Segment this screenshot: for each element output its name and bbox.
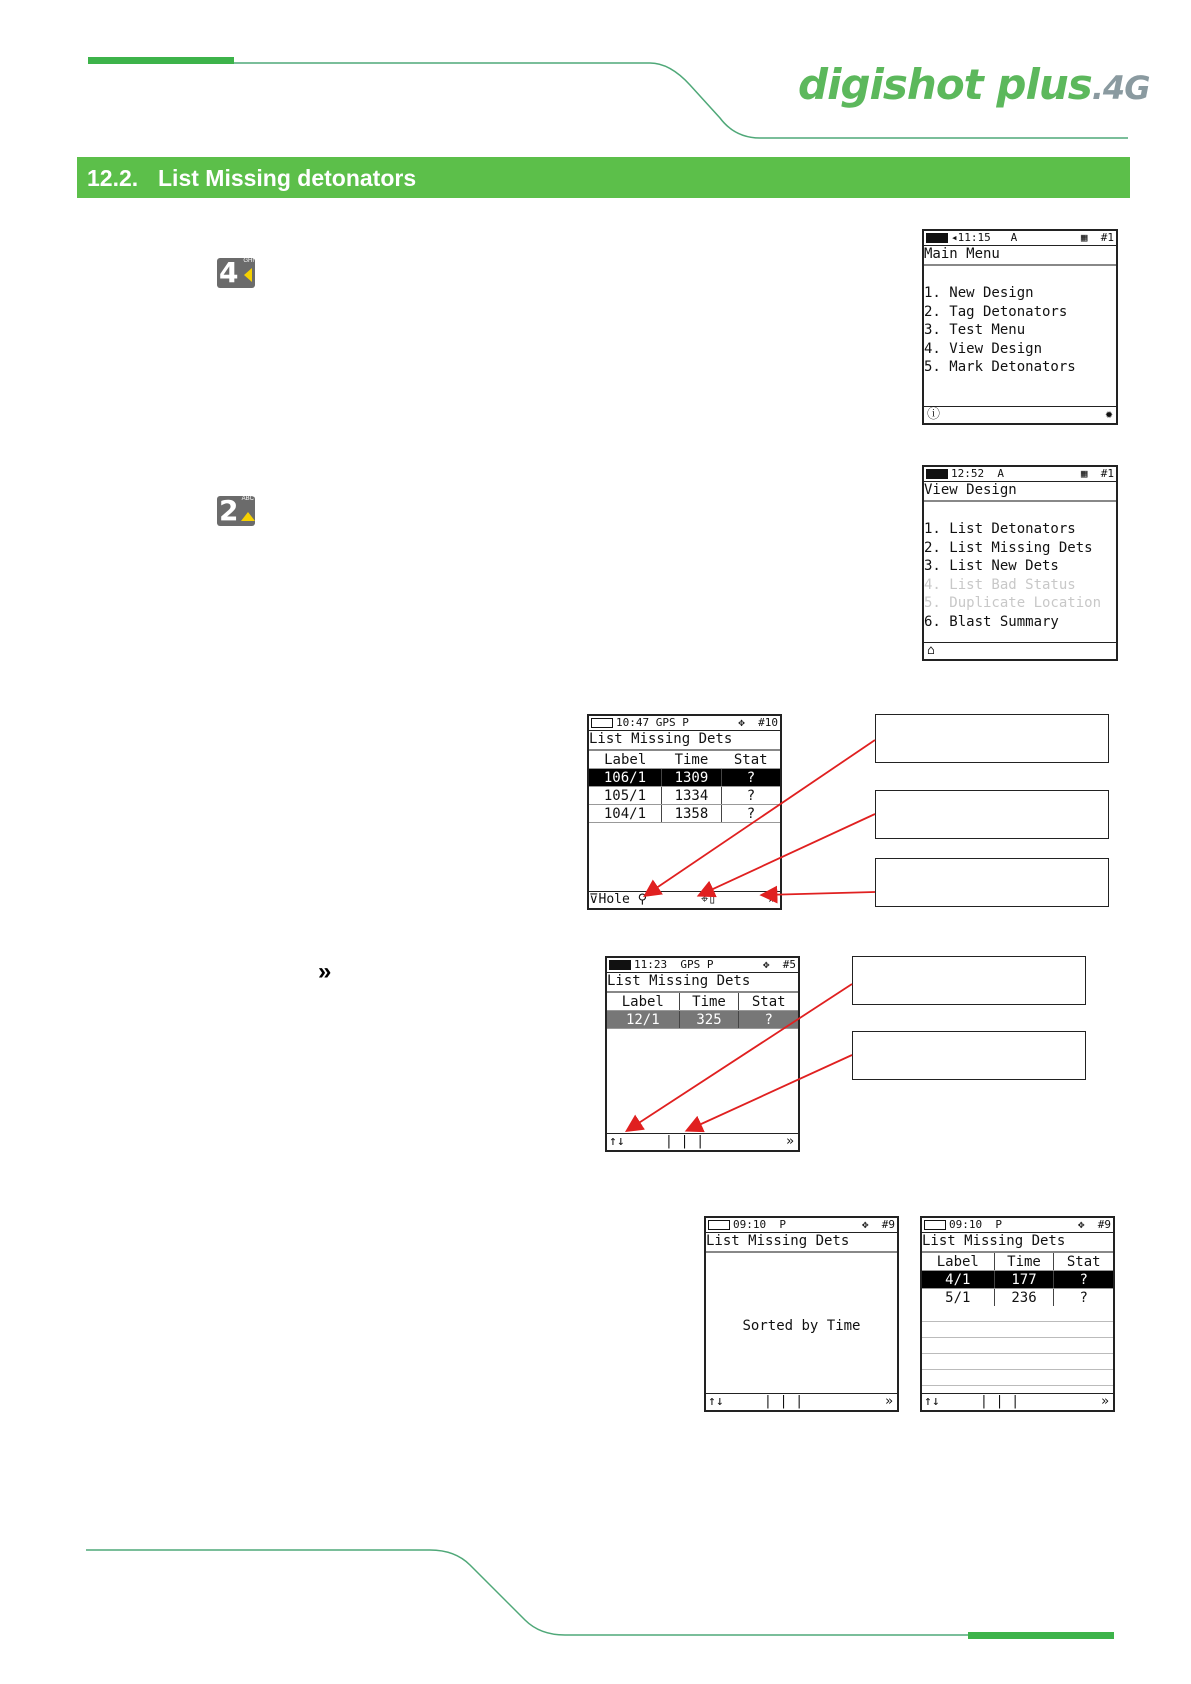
section-title: List Missing detonators: [158, 165, 417, 191]
arrow-filter: [646, 740, 875, 895]
menu-item-blast-summary[interactable]: 6. Blast Summary: [924, 613, 1059, 630]
cell-time: 177: [994, 1271, 1054, 1289]
status-time: 09:10: [733, 1218, 767, 1231]
menu-item-tag-detonators[interactable]: 2. Tag Detonators: [924, 303, 1068, 320]
locate-icon[interactable]: ⌖▯: [701, 892, 717, 907]
next-arrow-icon: »: [318, 958, 332, 985]
gear-icon[interactable]: ✹: [1105, 407, 1113, 422]
menu-item-duplicate-location: 5. Duplicate Location: [924, 595, 1102, 611]
status-time: 12:52: [951, 467, 985, 480]
status-box: #1: [1100, 231, 1114, 244]
sort-icon[interactable]: ↑↓: [708, 1394, 724, 1409]
cell-stat: ?: [721, 769, 780, 787]
column-header[interactable]: Stat: [721, 751, 780, 769]
move-icon: ✥: [1077, 1218, 1085, 1231]
cell-time: 1334: [661, 787, 721, 805]
status-mode: P: [995, 1218, 1002, 1231]
status-mode: A: [1010, 231, 1018, 244]
status-box: #9: [1097, 1218, 1111, 1231]
cell-time: 236: [994, 1289, 1054, 1307]
grid-icon: ▦: [1080, 467, 1088, 480]
cell-stat: ?: [1054, 1271, 1113, 1289]
menu-item-mark-detonators[interactable]: 5. Mark Detonators: [924, 359, 1076, 375]
key-letters: ABC: [241, 496, 254, 502]
menu-item-list-bad-status: 4. List Bad Status: [924, 576, 1076, 593]
cell-label: 12/1: [607, 1011, 679, 1029]
filter-hole-label[interactable]: Hole: [598, 892, 630, 907]
cell-label: 4/1: [922, 1271, 994, 1289]
logo-plus-text: plus: [996, 60, 1092, 109]
arrow-next: [763, 892, 875, 895]
sort-icon[interactable]: ↑↓: [609, 1134, 625, 1149]
logo-sub-text: .4G: [1091, 69, 1150, 107]
arrow-locate: [700, 814, 875, 895]
cell-time: 1358: [661, 805, 721, 823]
footer-decoration: [0, 1540, 1191, 1640]
cell-label: 105/1: [589, 787, 661, 805]
screen-title: List Missing Dets: [607, 973, 798, 993]
column-header[interactable]: Label: [589, 751, 661, 769]
screen-title: List Missing Dets: [589, 731, 780, 751]
key-digit: 4: [219, 256, 239, 289]
search-icon[interactable]: ⚲: [637, 892, 648, 907]
column-header[interactable]: Label: [922, 1253, 994, 1271]
status-box: #9: [881, 1218, 895, 1231]
menu-item-list-missing-dets[interactable]: 2. List Missing Dets: [924, 539, 1093, 556]
cell-stat: ?: [739, 1011, 798, 1029]
move-icon: ✥: [738, 716, 745, 729]
menu-item-list-detonators[interactable]: 1. List Detonators: [924, 521, 1076, 537]
move-icon: ✥: [861, 1218, 869, 1231]
cell-time: 1309: [661, 769, 721, 787]
status-time: 11:23: [634, 958, 668, 971]
status-mode: P: [779, 1218, 786, 1231]
columns-icon[interactable]: | | |: [665, 1134, 705, 1149]
column-header[interactable]: Stat: [1054, 1253, 1113, 1271]
next-page-button[interactable]: »: [1101, 1394, 1109, 1409]
grid-icon: ▦: [1080, 231, 1088, 244]
info-icon[interactable]: ⓘ: [927, 407, 941, 422]
next-page-button[interactable]: »: [786, 1134, 794, 1149]
home-icon[interactable]: ⌂: [927, 643, 935, 658]
sort-message: Sorted by Time: [742, 1318, 861, 1334]
status-box: #10: [758, 716, 778, 729]
status-mode: A: [997, 467, 1004, 480]
status-time: 10:47: [616, 716, 650, 729]
arrow-columns: [688, 1055, 852, 1130]
status-mode: GPS P: [655, 716, 689, 729]
filter-icon[interactable]: ⊽: [589, 892, 599, 907]
column-header[interactable]: Time: [679, 993, 739, 1011]
screen-title: List Missing Dets: [706, 1233, 897, 1253]
screen-title: View Design: [924, 482, 1116, 502]
screen-title: List Missing Dets: [922, 1233, 1113, 1253]
logo-main-text: digishot: [798, 60, 983, 109]
cell-label: 106/1: [589, 769, 661, 787]
status-mode: GPS P: [680, 958, 714, 971]
cell-label: 5/1: [922, 1289, 994, 1307]
move-icon: ✥: [762, 958, 770, 971]
cell-stat: ?: [721, 805, 780, 823]
column-header[interactable]: Time: [994, 1253, 1054, 1271]
next-page-button[interactable]: »: [885, 1394, 893, 1409]
status-time: 11:15: [957, 231, 991, 244]
menu-item-test-menu[interactable]: 3. Test Menu: [924, 322, 1026, 338]
status-box: #1: [1100, 467, 1114, 480]
cell-time: 325: [679, 1011, 739, 1029]
status-box: #5: [782, 958, 796, 971]
menu-item-view-design[interactable]: 4. View Design: [924, 340, 1043, 357]
key-letters: GHI: [243, 258, 254, 264]
column-header[interactable]: Time: [661, 751, 721, 769]
next-page-button[interactable]: »: [768, 892, 776, 907]
cell-stat: ?: [721, 787, 780, 805]
status-bar: ◂11:15 A ▦ #1: [924, 231, 1116, 246]
screen-title: Main Menu: [924, 246, 1116, 266]
columns-icon[interactable]: | | |: [764, 1394, 804, 1409]
column-header[interactable]: Stat: [739, 993, 798, 1011]
cell-stat: ?: [1054, 1289, 1113, 1307]
cell-label: 104/1: [589, 805, 661, 823]
status-time: 09:10: [949, 1218, 983, 1231]
column-header[interactable]: Label: [607, 993, 679, 1011]
menu-item-list-new-dets[interactable]: 3. List New Dets: [924, 558, 1059, 574]
section-number: 12.2.: [87, 165, 139, 191]
key-digit: 2: [219, 494, 239, 527]
columns-icon[interactable]: | | |: [980, 1394, 1020, 1409]
arrow-sort: [628, 984, 852, 1130]
sort-icon[interactable]: ↑↓: [924, 1394, 940, 1409]
menu-item-new-design[interactable]: 1. New Design: [924, 285, 1034, 301]
